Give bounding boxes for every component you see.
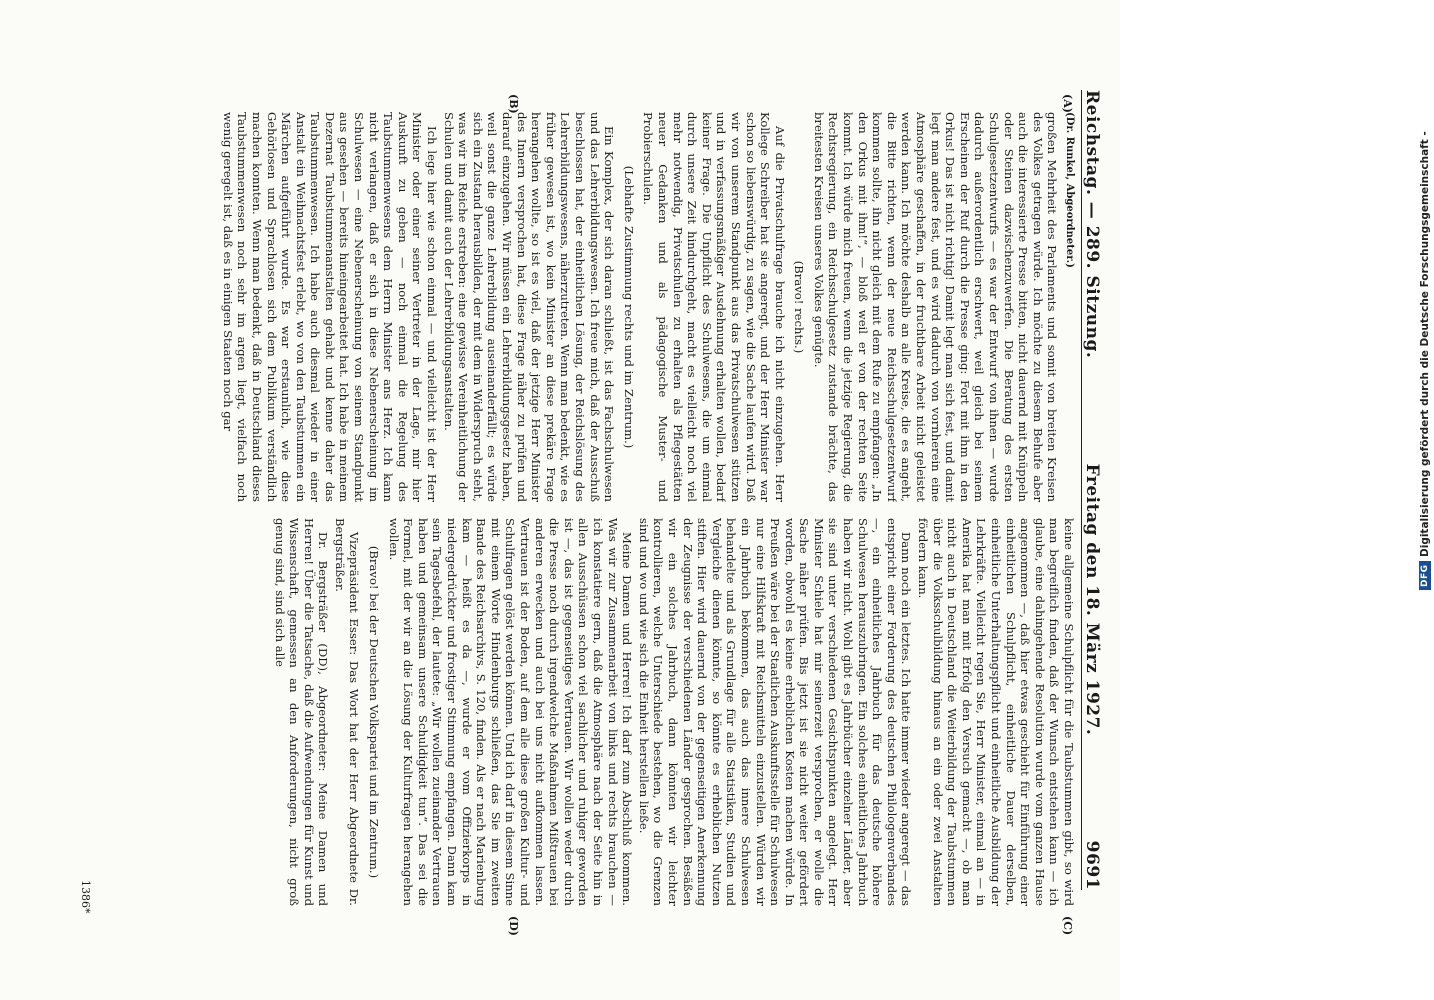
- page-header: [1081, 90, 1110, 890]
- left-column: [76, 112, 1076, 502]
- margin-marker-b: (B): [507, 94, 520, 114]
- right-column: [76, 518, 1076, 906]
- margin-marker-d: (D): [507, 916, 520, 936]
- paragraph: Dr. Bergsträßer (DD), Abgeordneter: Meine Damen und Herren! Über die Tatsache, daß die Aufwendungen für Kunst und Wissenschaft, gemessen an den Anforderungen, nicht groß genug sind, sind sich alle: [272, 518, 331, 906]
- speaker-note: (Dr. Runkel, Abgeordneter.): [1064, 112, 1075, 268]
- paragraph: Dann noch ein letztes. Ich hatte immer wieder angeregt — das entspricht einer Forderung des deutschen Philologenverbandes —, ein einheitliches Jahrbuch für das deutsche höhere Schulwesen herauszubringen. Ein solches einheitliches Jahrbuch haben wir nicht. Wohl gibt es Jahrbücher einzelner Länder, aber sie sind unter verschiedenen Gesichtspunkten angelegt. Herr Minister Schiele hat mir seinerzeit versprochen, er wolle die Sache näher prüfen. Bis jetzt ist sie nicht weiter gefördert worden, obwohl es keine erheblichen Kosten machen würde. In Preußen wäre bei der Staatlichen Auskunftsstelle für Schulwesen nur eine Hilfskraft mit Reichsmitteln einzustellen. Würden wir ein Jahrbuch bekommen, das auch das innere Schulwesen behandelte und als Grundlage für alle Statistiken, Studien und Vergleiche dienen könnte, so könnte es erheblichen Nutzen stiften. Hier wird dauernd von der gegenseitigen Anerkennung der Zeugnisse der verschiedenen Länder gesprochen. Besäßen wir ein solches Jahrbuch, dann könnten wir leichter kontrollieren, welche Unterschiede bestehen, wo die Grenzen sind und wo und wie sich die Einheit herstellen ließe.: [636, 518, 914, 906]
- header-left: Reichstag. — 289. Sitzung.: [1082, 90, 1102, 359]
- paragraph: Ein Komplex, der sich daran schließt, ist das Fachschulwesen und das Lehrerbildungswesen. Ich freue mich, daß der Ausschuß beschlossen hat, der einheitlichen Lösung, der Reichslösung des Lehrerbildungswesens, näherzutreten. Wenn man bedenkt, wie es früher gewesen ist, wo kein Minister an diese prekäre Frage herangehen wollte, so ist es viel, daß der jetzige Herr Minister des Innern versprochen hat, diese Frage näher zu prüfen und darauf einzugehen. Wir müssen ein Lehrerbildungsgesetz haben, weil sonst die ganze Lehrerbildung auseinanderfällt; es würde sich ein Zustand herausbilden, der mit dem in Widerspruch steht, was wir im Reiche erstreben: eine gewisse Vereinheitlichung der Schulen und damit auch der Lehrerbildungsanstalten.: [441, 112, 617, 502]
- reaction-note: (Lebhafte Zustimmung rechts und im Zentrum.): [621, 165, 636, 449]
- paragraph: Ich lege hier wie schon einmal — und vielleicht ist der Herr Minister oder einer seiner Vertreter in der Lage, mir hier Auskunft zu geben — noch einmal die Regelung des Taubstummenwesens dem Herrn Minister ans Herz. Ich kann nicht verlangen, daß er sich in diese Nebenerscheinung im Schulwesen — eine Nebenerscheinung von seinem Standpunkt aus gesehen — bereits hineingearbeitet hat. Ich habe in meinem Dezernat Taubstummenanstalten gehabt und kenne daher das Taubstummenwesen. Ich habe auch diesmal wieder in einer Anstalt ein Weihnachtsfest erlebt, wo von den Taubstummen ein Märchen aufgeführt wurde. Es war erstaunlich, wie diese Gehörlosen und Sprachlosen sich dem Publikum verständlich machen konnten. Wenn man bedenkt, daß in Deutschland dieses Taubstummenwesen noch sehr im argen liegt, vielfach noch wenig geregelt ist, daß es in einigen Staaten noch gar: [220, 112, 440, 502]
- dfg-logo-icon: DFG: [1419, 561, 1431, 590]
- page-number: 9691: [1082, 840, 1102, 890]
- paragraph: Vizepräsident Esser: Das Wort hat der Herr Abgeordnete Dr. Bergsträßer.: [332, 518, 362, 906]
- credit-text: Digitalisierung gefördert durch die Deutsche Forschungsgemeinschaft -: [1419, 131, 1431, 558]
- margin-marker-c: (C): [1061, 916, 1074, 936]
- paragraph: Auf die Privatschulfrage brauche ich nicht einzugehen. Herr Kollege Schreiber hat sie angeregt, und der Herr Minister war schon so liebenswürdig, zu sagen, wie die Sache laufen wird. Daß wir von unserem Standpunkt aus das Privatschulwesen stützen und in verfassungsmäßiger Ausdehnung erhalten wollen, bedarf keiner Frage. Die Unpflicht des Schulwesens, die um einmal durch unsere Zeit hindurchgeht, macht es vielleicht noch viel mehr notwendig, Privatschulen zu erhalten als Pflegestätten neuer Gedanken und als pädagogische Muster- und Probierschulen.: [641, 112, 787, 502]
- digitization-credit: [1418, 10, 1432, 590]
- reaction-note: (Bravo! bei der Deutschen Volkspartei und im Zentrum.): [367, 545, 382, 879]
- printer-signature: 1386*: [79, 880, 92, 914]
- margin-marker-a: (A): [1061, 94, 1074, 113]
- header-center: Freitag den 18. März 1927.: [1082, 463, 1102, 736]
- paragraph: Meine Damen und Herren! Ich darf zum Abschluß kommen. Was wir zur Zusammenarbeit von links und rechts brauchen — ich konstatiere gern, daß die Atmosphäre nach der Seite hin in allen Ausschüssen schon viel sachlicher und ruhiger geworden ist —, das ist gegenseitiges Vertrauen. Wir wollen weder durch die Presse noch durch irgendwelche Maßnahmen Mißtrauen bei anderen erwecken und auch bei uns nicht aufkommen lassen. Vertrauen ist der Boden, auf dem alle diese großen Kultur- und Schulfragen gelöst werden können. Und ich darf in diesem Sinne mit einem Worte Hindenburgs schließen, das Sie im zweiten Bande des Reichsarchivs, S. 120, finden. Als er nach Marienburg kam — heißt es da —, wurde er vom Offizierkorps in niedergedrückter und frostiger Stimmung empfangen. Dann kam sein Tagesbefehl, der lautete: „Wir wollen zueinander Vertrauen haben und gemeinsam unsere Schuldigkeit tun“. Das sei die Formel, mit der wir an die Lösung der Kulturfragen herangehen wollen.: [386, 518, 635, 906]
- paragraph: großen Mehrheit des Parlaments und somit von breiten Kreisen des Volkes getragen würde. Ich möchte zu diesem Behufe aber auch die interessierte Presse bitten, nicht dauernd mit Knüppeln oder Steinen dazwischenzuwerfen. Die Beratung des ersten Schulgesetzentwurfs — es war der Entwurf von ihnen — wurde dadurch außerordentlich erschwert, weil gleich bei seinem Erscheinen der Ruf durch die Presse ging: Fort mit ihm in den Orkus! Das ist nicht richtig! Damit legt man sich fest, und damit legt man andere fest, und es wird dadurch von vornherein eine Atmosphäre geschaffen, in der fruchtbare Arbeit nicht geleistet werden kann. Ich möchte deshalb an alle Kreise, die es angeht, die Bitte richten, wenn der neue Reichsschulgesetzentwurf kommen sollte, ihn nicht gleich mit dem Rufe zu empfangen: „In den Orkus mit ihm!“, — bloß weil er von der rechten Seite kommt. Ich würde mich freuen, wenn die jetzige Regierung, die Rechtsregierung, ein Reichsschulgesetz zustande brächte, das breitesten Kreisen unseres Volkes genügte.: [811, 112, 1060, 502]
- paragraph: keine allgemeine Schulpflicht für die Taubstummen gibt, so wird man begreiflich finden, daß der Wunsch entstehen kann — ich glaube, eine dahingehende Resolution wurde vom ganzen Hause angenommen —, daß hier etwas geschieht für Einführung einer einheitlichen Schulpflicht, einheitliche Dauer derselben, einheitliche Unterhaltungspflicht und einheitliche Ausbildung der Lehrkräfte. Vielleicht regen Sie, Herr Minister, einmal an — in Amerika hat man mit Erfolg den Versuch gemacht —, ob man nicht auch in Deutschland die Weiterbildung der Taubstummen über die Volksschulbildung hinaus an ein oder zwei Anstalten fördern kann.: [916, 518, 1076, 906]
- reaction-note: (Bravo! rechts.): [792, 260, 807, 354]
